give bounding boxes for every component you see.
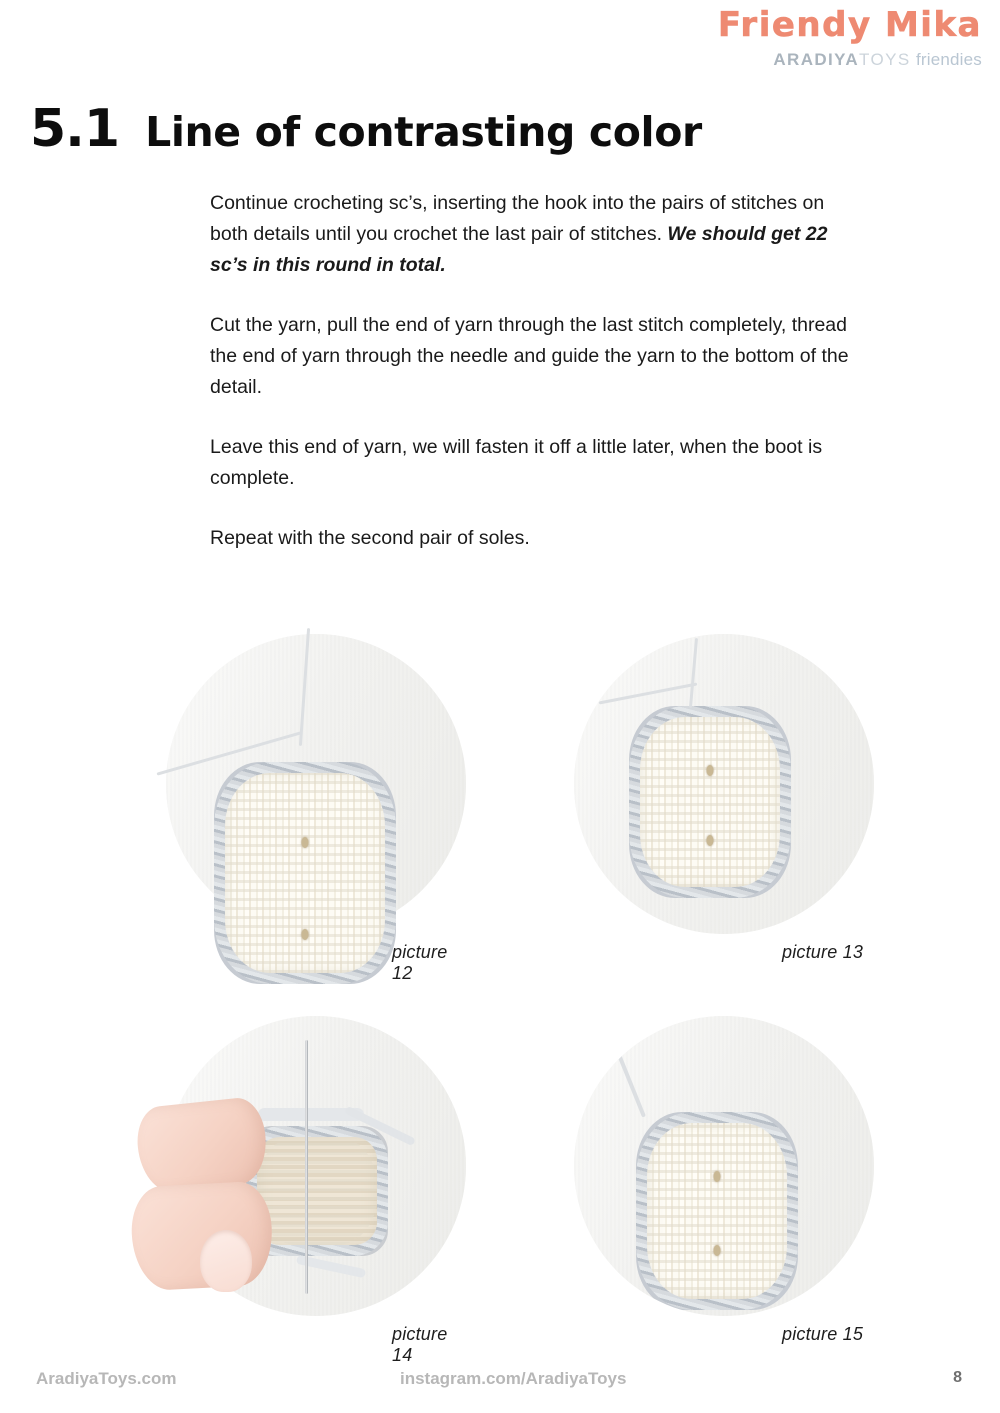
instruction-text [210,188,850,554]
photo-cell-13 [574,634,874,962]
footer-website[interactable]: AradiyaToys.com [36,1369,177,1388]
brand-subtitle [718,50,982,70]
brand-friendies: friendies [915,49,982,69]
needle [305,1040,308,1294]
paragraph-4: Repeat with the second pair of soles. [210,527,530,549]
logo-title: Friendy Mika [717,5,982,45]
photo-13 [574,634,874,934]
paragraph-1-normal: Continue crocheting sc’s, inserting the hook into the pairs of stitches on both details until you crochet the last pair of stitches. [210,192,825,245]
photo-caption-15: picture 15 [782,1324,864,1344]
photo-cell-12 [166,634,466,983]
paragraph-1 [210,188,850,281]
photo-cell-15 [574,1016,874,1344]
section-title: Line of contrasting color [145,108,702,156]
crochet-sole [629,706,791,898]
paragraph-1-emphasis: We should get 22 sc’s in this round in total. [210,223,828,276]
photo-cell-14 [166,1016,466,1365]
photo-grid [0,634,1000,1365]
crochet-sole [214,762,396,984]
page-number: 8 [953,1369,962,1386]
brand-aradiya: ARADIYA [773,49,860,69]
photo-caption-14: picture 14 [392,1324,448,1365]
section-number: 5.1 [30,99,120,159]
photo-row-bottom [0,1016,1000,1365]
photo-12 [166,634,466,934]
photo-14 [166,1016,466,1316]
paragraph-3: Leave this end of yarn, we will fasten it off a little later, when the boot is complete. [210,436,823,489]
photo-15 [574,1016,874,1316]
photo-row-top [0,634,1000,983]
brand-toys: TOYS [859,49,911,69]
brand-logo [717,5,982,70]
photo-caption-12: picture 12 [392,942,448,983]
paragraph-2: Cut the yarn, pull the end of yarn through the last stitch completely, thread the end of yarn through the needle and guide the yarn to the bottom of the detail. [210,314,849,398]
page-footer [0,1369,1000,1395]
footer-instagram[interactable]: instagram.com/AradiyaToys [400,1369,627,1388]
crochet-sole [636,1112,798,1310]
section-heading [30,99,702,159]
photo-caption-13: picture 13 [782,942,864,962]
